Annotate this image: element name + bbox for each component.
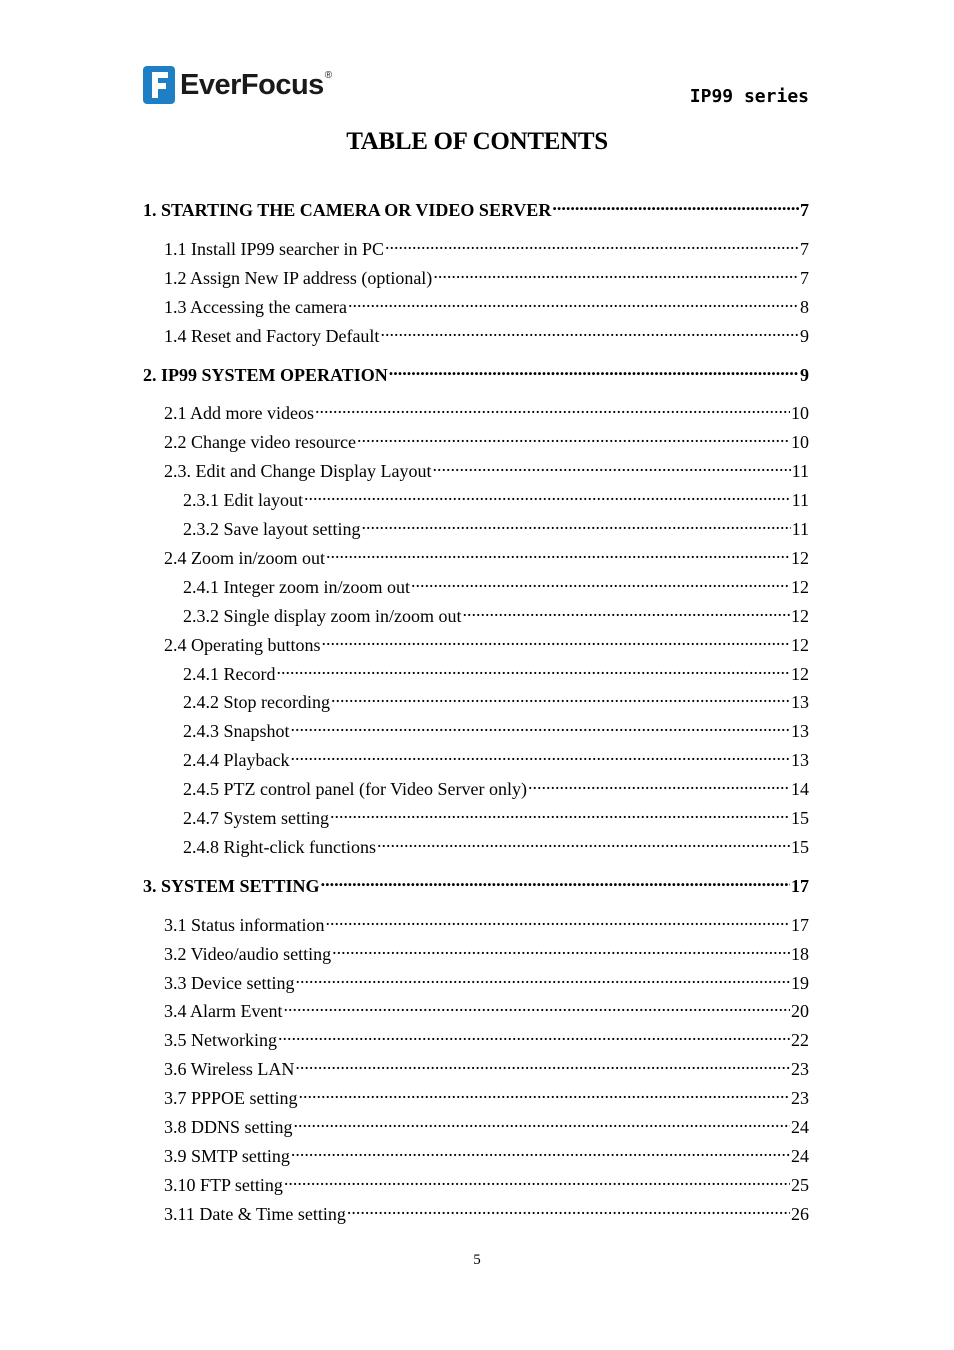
dot-leader bbox=[348, 293, 799, 313]
brand-logo bbox=[143, 66, 332, 104]
toc-entry-label: 3.6 Wireless LAN bbox=[164, 1059, 295, 1080]
toc-entry-label: 3.7 PPPOE setting bbox=[164, 1088, 298, 1109]
everfocus-f-logo-icon bbox=[143, 66, 175, 104]
toc-page-number: 12 bbox=[791, 663, 809, 684]
toc-page-number: 10 bbox=[791, 403, 809, 424]
toc-page-number: 10 bbox=[791, 432, 809, 453]
toc-page-number: 8 bbox=[800, 296, 809, 317]
toc-entry[interactable] bbox=[143, 1171, 809, 1195]
toc-entry[interactable] bbox=[143, 322, 809, 346]
toc-entry-label: 2.4 Zoom in/zoom out bbox=[164, 547, 325, 568]
toc-entry-label: 2.4.7 System setting bbox=[183, 808, 330, 828]
toc-entry-label: 3.2 Video/audio setting bbox=[164, 943, 332, 964]
toc-page-number: 15 bbox=[791, 836, 809, 857]
page-title: TABLE OF CONTENTS bbox=[346, 128, 608, 155]
page-number: 5 bbox=[473, 1252, 481, 1268]
dot-leader bbox=[304, 486, 791, 506]
dot-leader bbox=[283, 997, 790, 1017]
toc-page-number: 9 bbox=[800, 364, 809, 385]
toc-section[interactable] bbox=[143, 872, 809, 896]
toc-entry-label: 2.1 Add more videos bbox=[164, 403, 314, 424]
toc-entry[interactable] bbox=[143, 688, 809, 712]
toc-entry-label: 3. SYSTEM SETTING bbox=[143, 875, 320, 896]
toc-page-number: 14 bbox=[791, 779, 809, 800]
toc-entry-label: 2.3.2 Single display zoom in/zoom out bbox=[183, 605, 462, 626]
toc-entry[interactable] bbox=[143, 631, 809, 655]
toc-page-number: 26 bbox=[791, 1203, 809, 1224]
dot-leader bbox=[432, 457, 790, 477]
toc-page-number: 13 bbox=[791, 692, 809, 713]
toc-entry[interactable] bbox=[143, 235, 809, 259]
toc-entry-label: 3.11 Date & Time setting bbox=[164, 1203, 346, 1224]
toc-entry-label: 2.3. Edit and Change Display Layout bbox=[164, 461, 432, 482]
toc-entry-label: 2.3.2 Save layout setting bbox=[183, 519, 361, 539]
toc-entry-label: 1.1 Install IP99 searcher in PC bbox=[164, 238, 384, 259]
toc-page-number: 12 bbox=[791, 576, 809, 597]
toc-page-number: 23 bbox=[791, 1059, 809, 1080]
toc-entry-label: 3.8 DDNS setting bbox=[164, 1117, 293, 1137]
toc-entry[interactable] bbox=[143, 911, 809, 935]
dot-leader bbox=[377, 833, 790, 853]
toc-entry[interactable] bbox=[143, 997, 809, 1021]
dot-leader bbox=[552, 196, 799, 216]
dot-leader bbox=[284, 1171, 790, 1191]
toc-entry[interactable] bbox=[143, 293, 809, 317]
toc-entry[interactable] bbox=[143, 399, 809, 423]
dot-leader bbox=[291, 1142, 790, 1162]
toc-entry-label: 2. IP99 SYSTEM OPERATION bbox=[143, 364, 388, 385]
dot-leader bbox=[326, 911, 791, 931]
toc-page-number: 20 bbox=[791, 1001, 809, 1022]
toc-entry[interactable] bbox=[143, 428, 809, 452]
toc-entry[interactable] bbox=[143, 833, 809, 857]
toc-entry-label: 2.3.1 Edit layout bbox=[183, 490, 303, 511]
dot-leader bbox=[299, 1084, 790, 1104]
toc-entry-label: 3.1 Status information bbox=[164, 914, 325, 935]
toc-entry[interactable] bbox=[143, 804, 809, 828]
toc-page-number: 24 bbox=[791, 1145, 809, 1166]
toc-entry[interactable] bbox=[143, 969, 809, 993]
toc-entry-label: 3.3 Device setting bbox=[164, 972, 295, 993]
dot-leader bbox=[389, 361, 799, 381]
toc-entry[interactable] bbox=[143, 1113, 809, 1137]
toc-entry-label: 1.2 Assign New IP address (optional) bbox=[164, 267, 433, 288]
dot-leader bbox=[380, 322, 799, 342]
toc-section[interactable] bbox=[143, 196, 809, 220]
toc-entry[interactable] bbox=[143, 1026, 809, 1050]
toc-entry[interactable] bbox=[143, 602, 809, 626]
toc-page-number: 24 bbox=[791, 1117, 809, 1137]
toc-page-number: 11 bbox=[791, 461, 809, 482]
toc-page-number: 22 bbox=[791, 1030, 809, 1051]
dot-leader bbox=[290, 746, 790, 766]
dot-leader bbox=[291, 717, 790, 737]
toc-page-number: 11 bbox=[791, 490, 809, 511]
toc-entry[interactable] bbox=[143, 573, 809, 597]
toc-entry-label: 1.4 Reset and Factory Default bbox=[164, 325, 380, 346]
dot-leader bbox=[411, 573, 790, 593]
product-series: IP99 series bbox=[689, 86, 809, 107]
toc-page-number: 7 bbox=[800, 200, 809, 220]
dot-leader bbox=[361, 515, 790, 535]
toc-page-number: 12 bbox=[791, 634, 809, 655]
dot-leader bbox=[347, 1200, 790, 1220]
toc-page-number: 17 bbox=[791, 875, 809, 896]
toc-page-number: 9 bbox=[800, 325, 809, 346]
toc-entry[interactable] bbox=[143, 457, 809, 481]
dot-leader bbox=[462, 602, 790, 622]
dot-leader bbox=[321, 631, 790, 651]
dot-leader bbox=[321, 872, 790, 892]
toc-entry-label: 2.4.2 Stop recording bbox=[183, 692, 330, 713]
toc-entry-label: 2.4.1 Integer zoom in/zoom out bbox=[183, 576, 410, 597]
dot-leader bbox=[295, 1055, 790, 1075]
toc-page-number: 25 bbox=[791, 1174, 809, 1195]
toc-section[interactable] bbox=[143, 361, 809, 385]
toc-page-number: 11 bbox=[791, 519, 809, 539]
toc-page-number: 13 bbox=[791, 750, 809, 771]
dot-leader bbox=[315, 399, 790, 419]
toc-entry[interactable] bbox=[143, 775, 809, 799]
dot-leader bbox=[294, 1113, 790, 1133]
toc-page-number: 23 bbox=[791, 1088, 809, 1109]
toc-entry[interactable] bbox=[143, 660, 809, 684]
toc-entry[interactable] bbox=[143, 940, 809, 964]
dot-leader bbox=[276, 660, 790, 680]
dot-leader bbox=[295, 969, 790, 989]
toc-entry[interactable] bbox=[143, 544, 809, 568]
toc-entry[interactable] bbox=[143, 1055, 809, 1079]
toc-entry[interactable] bbox=[143, 486, 809, 510]
toc-entry[interactable] bbox=[143, 1142, 809, 1166]
dot-leader bbox=[330, 804, 790, 824]
toc-page-number: 12 bbox=[791, 547, 809, 568]
toc-entry-label: 1.3 Accessing the camera bbox=[164, 296, 347, 317]
dot-leader bbox=[385, 235, 799, 255]
dot-leader bbox=[326, 544, 790, 564]
toc-entry-label: 2.4 Operating buttons bbox=[164, 634, 321, 655]
toc-entry-label: 3.4 Alarm Event bbox=[164, 1001, 283, 1022]
toc-page-number: 17 bbox=[791, 914, 809, 935]
toc-entry-label: 2.4.8 Right-click functions bbox=[183, 836, 376, 857]
toc-page-number: 12 bbox=[791, 605, 809, 626]
dot-leader bbox=[433, 264, 799, 284]
toc-entry[interactable] bbox=[143, 1084, 809, 1108]
toc-entry-label: 3.9 SMTP setting bbox=[164, 1145, 290, 1166]
toc-entry[interactable] bbox=[143, 746, 809, 770]
dot-leader bbox=[357, 428, 790, 448]
toc-entry-label: 2.2 Change video resource bbox=[164, 432, 356, 453]
toc-entry-label: 3.5 Networking bbox=[164, 1030, 277, 1051]
toc-entry-label: 2.4.4 Playback bbox=[183, 750, 290, 771]
toc-entry-label: 1. STARTING THE CAMERA OR VIDEO SERVER bbox=[143, 200, 552, 220]
toc-page-number: 15 bbox=[791, 808, 809, 828]
toc-page-number: 19 bbox=[791, 972, 809, 993]
toc-page-number: 18 bbox=[791, 943, 809, 964]
dot-leader bbox=[332, 940, 790, 960]
dot-leader bbox=[331, 688, 790, 708]
toc-page-number: 7 bbox=[800, 267, 809, 288]
brand-name: EverFocus bbox=[180, 68, 324, 101]
toc-entry-label: 2.4.5 PTZ control panel (for Video Server only) bbox=[183, 779, 528, 800]
registered-mark: ® bbox=[324, 70, 333, 81]
toc-entry-label: 3.10 FTP setting bbox=[164, 1174, 283, 1195]
toc-entry-label: 2.4.1 Record bbox=[183, 663, 276, 684]
toc-entry[interactable] bbox=[143, 1200, 809, 1224]
toc-entry-label: 2.4.3 Snapshot bbox=[183, 721, 290, 742]
toc-page-number: 13 bbox=[791, 721, 809, 742]
dot-leader bbox=[528, 775, 790, 795]
toc-entry[interactable] bbox=[143, 515, 809, 539]
dot-leader bbox=[278, 1026, 790, 1046]
toc-entry[interactable] bbox=[143, 264, 809, 288]
toc-page-number: 7 bbox=[800, 238, 809, 259]
toc-entry[interactable] bbox=[143, 717, 809, 741]
